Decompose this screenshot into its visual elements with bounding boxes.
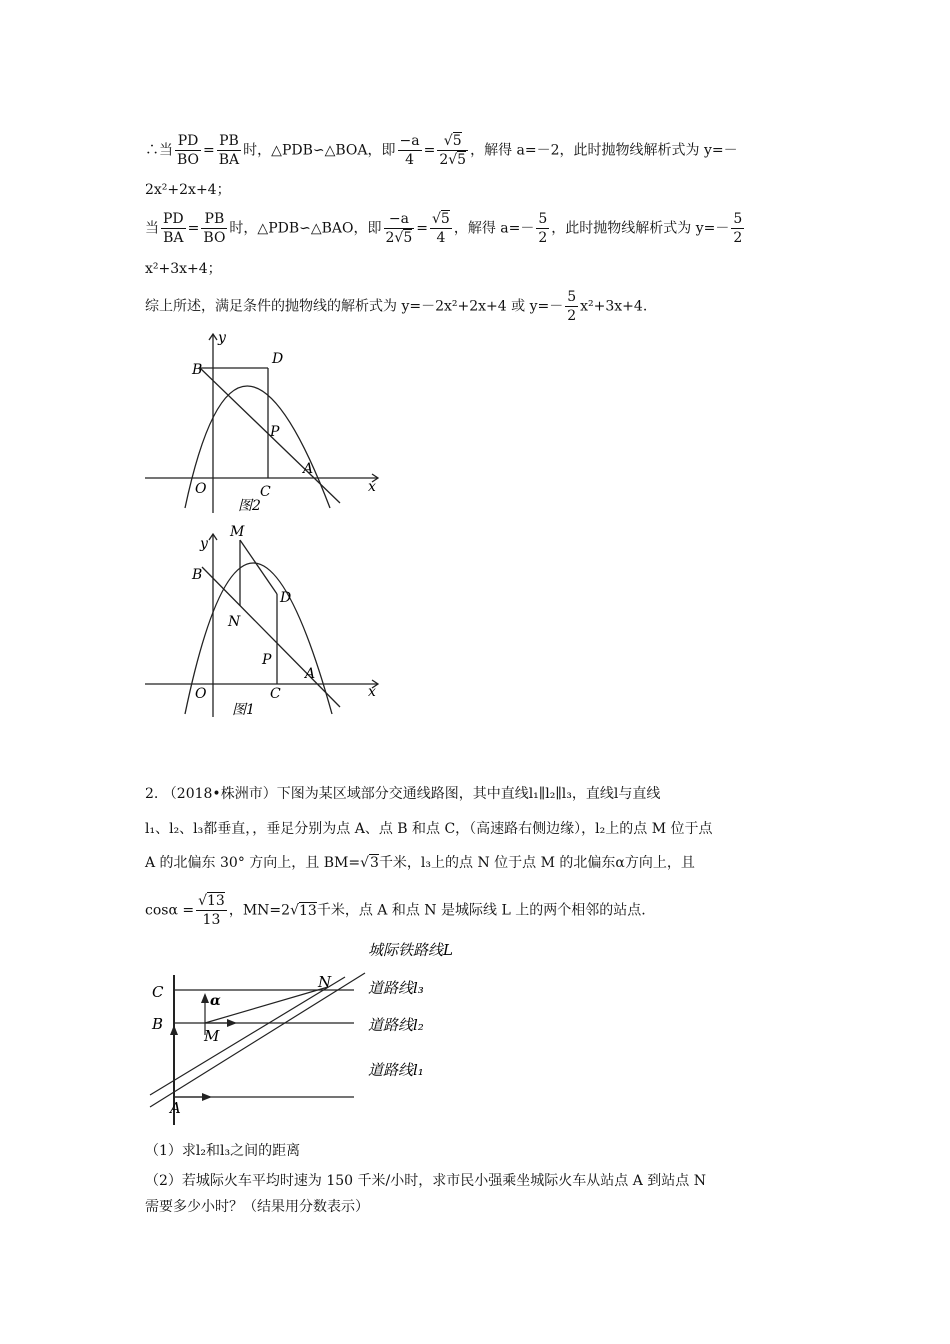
fraction-neg-a-4: $\frac{-a}{4}$ (399, 133, 420, 168)
label-n: N (228, 614, 241, 630)
question-2-line-1: 2. （2018•株洲市）下图为某区域部分交通线路图，其中直线l₁∥l₂∥l₃，直线l与直线 (145, 786, 661, 802)
fraction-5-2-a: $\frac{5}{2}$ (538, 211, 548, 246)
fraction-pd-bo: $\frac{PD}{BO}$ (177, 133, 200, 168)
fraction-5-2-b: $\frac{5}{2}$ (733, 211, 743, 246)
label-c: C (270, 686, 281, 702)
arrow-head-north-m (201, 993, 209, 1003)
mn-value: 2√13 (281, 902, 317, 919)
label-n: N (318, 973, 332, 991)
label-m: M (230, 524, 245, 540)
label-b: B (192, 362, 203, 378)
arrow-head-east-m (227, 1019, 237, 1027)
question-2-line-3: A 的北偏东 30° 方向上，且 BM=√3千米，l₃上的点 N 位于点 M 的北偏东α方向上，且 (145, 852, 695, 874)
label-m: M (204, 1027, 220, 1045)
label-road-l3: 道路线l₃ (368, 979, 424, 997)
figure-1 (140, 522, 390, 722)
label-b: B (192, 567, 203, 583)
arrow-head-east-a (202, 1093, 212, 1101)
label-a: A (303, 461, 314, 477)
label-x: x (368, 684, 376, 700)
fraction-pd-ba: $\frac{PD}{BA}$ (163, 211, 184, 246)
figure-1-caption: 图1 (232, 702, 255, 718)
arrow-head-up (170, 1025, 178, 1035)
sub-question-1: （1）求l₂和l₃之间的距离 (145, 1143, 301, 1159)
label-c: C (260, 484, 271, 500)
label-p: P (270, 424, 280, 440)
figure-3-route-map (140, 935, 500, 1130)
fraction-sqrt5-2sqrt5: $\frac{√5}{2√5}$ (439, 133, 467, 168)
figure-2-caption: 图2 (238, 498, 261, 514)
label-o: O (195, 686, 207, 702)
line-am (150, 977, 345, 1095)
segment-md (240, 540, 277, 594)
figure-2 (140, 328, 390, 518)
label-b: B (152, 1015, 164, 1033)
label-c: C (152, 983, 164, 1001)
question-2-line-2: l₁、l₂、l₃都垂直，，垂足分别为点 A、点 B 和点 C，（高速路右侧边缘），l₂上的点 M 位于点 (145, 821, 713, 837)
therefore-text: ∴当 (145, 142, 173, 159)
fraction-pb-bo: $\frac{PB}{BO}$ (203, 211, 226, 246)
fraction-sqrt13-13: $\frac{√13}{13}$ (198, 893, 225, 928)
label-d: D (280, 590, 292, 606)
solution-line-5: 综上所述，满足条件的抛物线的解析式为 y=－2x²+2x+4 或 y=－ $\frac{5}{2}$ x²+3x+4. (145, 289, 648, 324)
sqrt-3: √3 (360, 855, 379, 871)
fraction-neg-a-2sqrt5: $\frac{-a}{2√5}$ (385, 211, 413, 246)
label-road-l1: 道路线l₁ (368, 1061, 424, 1079)
title-intercity-line: 城际铁路线L (368, 941, 453, 959)
fraction-sqrt5-4: $\frac{√5}{4}$ (432, 211, 450, 246)
parabola (185, 563, 332, 714)
label-o: O (195, 481, 207, 497)
solution-line-1: ∴当 $\frac{PD}{BO}$ = $\frac{PB}{BA}$ 时，△PDB∽△BOA，即 $\frac{-a}{4}$ = $\frac{√5}{2√5}$ ，解得 a=－2，此时抛物线解析式为 y=－ (145, 133, 738, 168)
solution-line-4: x²+3x+4； (145, 261, 222, 277)
parabola (185, 386, 330, 508)
sub-question-2-line-2: 需要多少小时？（结果用分数表示） (145, 1199, 369, 1215)
label-road-l2: 道路线l₂ (368, 1016, 424, 1034)
label-p: P (262, 652, 272, 668)
segment-mn (205, 987, 328, 1023)
label-y: y (218, 330, 226, 346)
solution-line-2: 2x²+2x+4； (145, 182, 231, 198)
label-y: y (200, 536, 208, 552)
intercity-line-an (150, 973, 365, 1107)
fraction-5-2-c: $\frac{5}{2}$ (567, 289, 577, 324)
label-a: A (170, 1099, 181, 1117)
label-d: D (272, 351, 284, 367)
question-2-line-4: cosα = $\frac{√13}{13}$ ，MN=2√13千米，点 A 和点 N 是城际线 L 上的两个相邻的站点. (145, 893, 646, 928)
sub-question-2-line-1: （2）若城际火车平均时速为 150 千米/小时，求市民小强乘坐城际火车从站点 A 到站点 N (145, 1173, 706, 1189)
label-alpha: α (210, 993, 221, 1009)
fraction-pb-ba: $\frac{PB}{BA}$ (218, 133, 240, 168)
solution-line-3: 当 $\frac{PD}{BA}$ = $\frac{PB}{BO}$ 时，△PDB∽△BAO，即 $\frac{-a}{2√5}$ = $\frac{√5}{4}$ ，解得 a=－ $\frac{5}{2}$ ，此时抛物线解析式为 y=－ $\frac{5}{2}$ (145, 211, 743, 246)
label-x: x (368, 479, 376, 495)
label-a: A (305, 666, 316, 682)
